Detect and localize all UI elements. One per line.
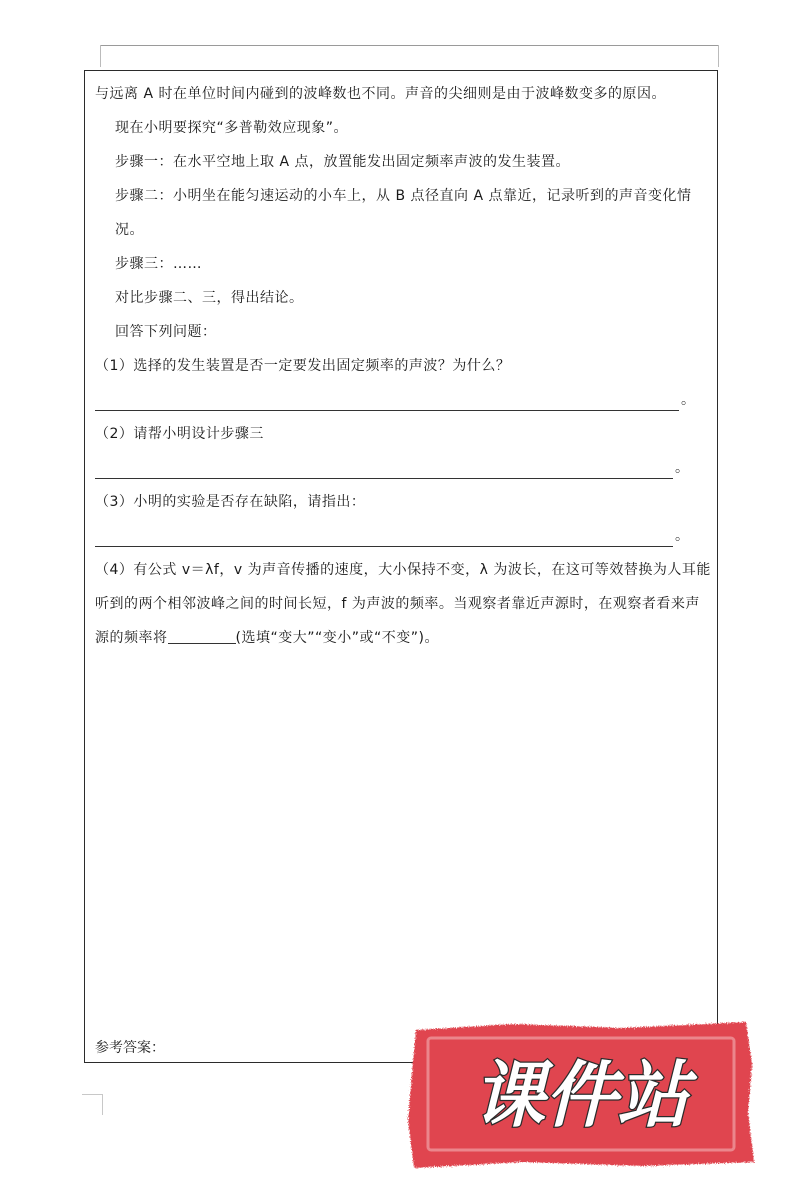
question-4-text: （4）有公式 v＝λf，v 为声音传播的速度，大小保持不变，λ 为波长，在这可等效替换为人耳能听到的两个相邻波峰之间的时间长短，f 为声波的频率。当观察者靠近声源时，在观察者看来声源的频率将 <box>95 562 711 646</box>
paragraph-step-three: 步骤三：…… <box>115 256 202 272</box>
question-3: （3）小明的实验是否存在缺陷，请指出： <box>95 494 366 510</box>
answer-line-1[interactable] <box>95 410 679 411</box>
watermark-stamp <box>402 1016 760 1172</box>
question-4 <box>95 553 713 655</box>
fill-in-blank[interactable] <box>168 627 236 644</box>
question-content-box <box>84 70 718 1063</box>
question-1: （1）选择的发生装置是否一定要发出固定频率的声波？为什么？ <box>95 358 511 374</box>
page-corner-mark-top-right <box>718 45 719 67</box>
answer-period-2: 。 <box>675 460 690 476</box>
answer-row-3 <box>95 519 713 553</box>
answer-row-2 <box>95 451 713 485</box>
answer-line-3[interactable] <box>95 546 673 547</box>
page-corner-mark-bottom-left <box>82 1094 103 1115</box>
question-text-area <box>95 77 713 655</box>
question-2: （2）请帮小明设计步骤三 <box>95 426 264 442</box>
answer-row-1 <box>95 383 713 417</box>
paragraph-compare: 对比步骤二、三，得出结论。 <box>115 290 304 306</box>
page-top-margin-line <box>100 45 718 46</box>
answer-line-2[interactable] <box>95 478 673 479</box>
paragraph-task: 现在小明要探究“多普勒效应现象”。 <box>115 120 349 136</box>
question-4-options: (选填“变大”“变小”或“不变”)。 <box>235 630 439 646</box>
paragraph-answer-prompt: 回答下列问题： <box>115 324 217 340</box>
answer-period-1: 。 <box>681 392 696 408</box>
answer-period-3: 。 <box>675 528 690 544</box>
paragraph-intro-continued: 与远离 A 时在单位时间内碰到的波峰数也不同。声音的尖细则是由于波峰数变多的原因。 <box>95 86 666 102</box>
watermark-text: 课件站 <box>472 1053 690 1137</box>
page-corner-mark-top-left <box>100 45 101 67</box>
paragraph-step-one: 步骤一：在水平空地上取 A 点，放置能发出固定频率声波的发生装置。 <box>115 154 570 170</box>
paragraph-step-two: 步骤二：小明坐在能匀速运动的小车上，从 B 点径直向 A 点靠近，记录听到的声音变化情况。 <box>115 188 692 238</box>
reference-answer-label: 参考答案： <box>95 1040 165 1056</box>
